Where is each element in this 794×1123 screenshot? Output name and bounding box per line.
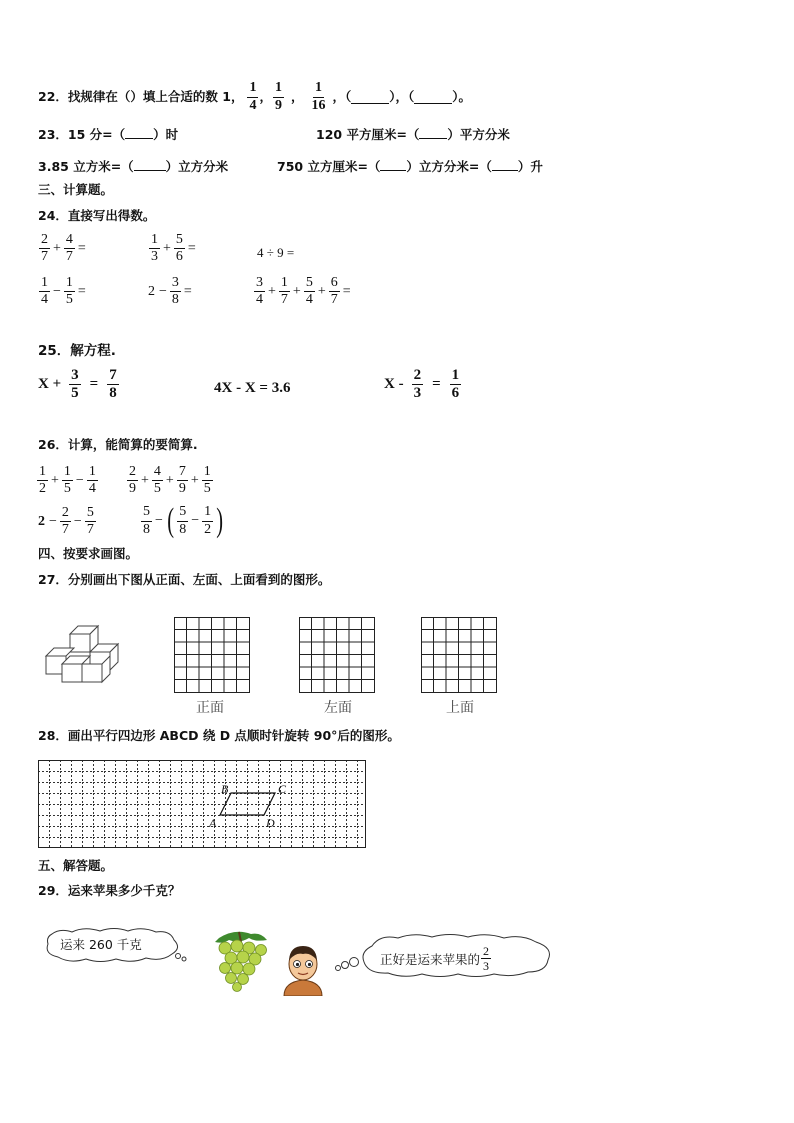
boy-avatar-icon	[280, 940, 326, 996]
bubble-2-content	[380, 945, 492, 972]
q22-comma: ，	[259, 88, 272, 104]
frac: $\frac{7}{8}$	[109, 367, 117, 402]
q25-eq1-lhs: X +	[38, 376, 62, 393]
operator: +	[141, 472, 149, 488]
q24-expr-3: 4 ÷ 9 =	[257, 245, 295, 260]
q27-title: 27．分别画出下图从正面、左面、上面看到的图形。	[38, 572, 331, 587]
q23b-left	[38, 158, 228, 174]
frac: $\frac{1}{2}$	[39, 464, 46, 497]
top-view-label: 上面	[446, 701, 474, 716]
q24-expr-1	[38, 233, 88, 265]
q22-blank-1[interactable]	[351, 91, 389, 104]
operator: +	[51, 472, 59, 488]
q22-text: 22．找规律在（）填上合适的数 1，	[38, 88, 244, 104]
q25-eq-1	[38, 368, 120, 402]
q26-expr-2	[126, 465, 214, 497]
whole-number: 2	[148, 283, 155, 299]
q24-expr-5	[146, 276, 194, 308]
frac: $\frac{3}{8}$	[171, 275, 179, 308]
point-d-label: D	[266, 816, 275, 830]
section-4-heading: 四、按要求画图。	[38, 546, 139, 561]
q25-eq-2: 4X - X = 3.6	[214, 380, 291, 396]
point-c-label: C	[278, 782, 287, 796]
q23b-a-suffix: ）立方分米	[165, 159, 229, 174]
equals: =	[183, 283, 192, 299]
frac: $\frac{2}{7}$	[41, 232, 48, 265]
whole-number: 2	[38, 513, 45, 529]
frac: $\frac{4}{7}$	[65, 232, 73, 265]
q23-b-prefix: 120 平方厘米=（	[316, 127, 420, 142]
q23b-a-prefix: 3.85 立方米=（	[38, 159, 134, 174]
front-view-grid[interactable]	[174, 617, 250, 693]
frac: $\frac{2}{7}$	[61, 505, 69, 538]
right-paren: )	[216, 502, 224, 539]
frac: $\frac{5}{7}$	[86, 505, 94, 538]
q22-line	[38, 80, 471, 114]
frac: $\frac{1}{6}$	[451, 367, 460, 402]
operator: +	[165, 472, 174, 488]
operator: +	[292, 283, 301, 299]
equals: =	[89, 376, 99, 393]
q22-blank-2[interactable]	[414, 91, 452, 104]
frac: $\frac{1}{7}$	[280, 275, 288, 308]
operator: +	[317, 283, 326, 299]
q22-frac-3: $\frac{1}{16}$	[311, 80, 326, 113]
q24-expr-4	[38, 276, 88, 308]
q23b-blank-3[interactable]	[492, 158, 518, 171]
operator: −	[49, 513, 57, 529]
frac: $\frac{1}{4}$	[41, 275, 48, 308]
frac: $\frac{5}{8}$	[179, 504, 187, 537]
frac: $\frac{1}{5}$	[65, 275, 73, 308]
q25-eq-3	[384, 368, 462, 402]
q23-blank-1[interactable]	[125, 126, 153, 139]
section-3-heading: 三、计算题。	[38, 182, 114, 197]
q23b-blank-1[interactable]	[134, 158, 166, 171]
operator: +	[268, 283, 276, 299]
frac: $\frac{1}{5}$	[203, 464, 211, 497]
q23-a-suffix: ）时	[153, 127, 179, 142]
q23-a-prefix: 23．15 分=（	[38, 127, 126, 142]
q23b-right	[277, 158, 543, 174]
q26-expr-4	[140, 504, 225, 538]
frac: $\frac{5}{6}$	[175, 232, 183, 265]
q22-open: ，（	[332, 88, 352, 104]
frac: $\frac{2}{3}$	[483, 944, 490, 974]
q29-title: 29．运来苹果多少千克？	[38, 883, 181, 898]
q22-mid: ），（	[389, 88, 415, 104]
operator: −	[73, 513, 82, 529]
q23b-blank-2[interactable]	[380, 158, 406, 171]
frac: $\frac{1}{5}$	[63, 464, 71, 497]
q26-title: 26．计算，能简算的要简算.	[38, 437, 198, 452]
q22-end: ）。	[452, 88, 472, 104]
operator: +	[53, 240, 61, 256]
frac: $\frac{3}{4}$	[256, 275, 263, 308]
frac: $\frac{2}{3}$	[413, 367, 422, 402]
frac: $\frac{5}{8}$	[143, 504, 150, 537]
frac: $\frac{2}{9}$	[129, 464, 136, 497]
q28-title: 28．画出平行四边形 ABCD 绕 D 点顺时针旋转 90°后的图形。	[38, 728, 400, 743]
q24-title: 24．直接写出得数。	[38, 208, 156, 223]
frac: $\frac{6}{7}$	[330, 275, 338, 308]
operator: +	[190, 472, 199, 488]
front-view-label: 正面	[196, 701, 224, 716]
top-view-grid[interactable]	[421, 617, 497, 693]
equals: =	[187, 240, 196, 256]
q22-frac-2: $\frac{1}{9}$	[274, 80, 282, 113]
left-paren: (	[167, 502, 174, 539]
q26-expr-1	[36, 465, 99, 497]
operator: −	[159, 283, 167, 299]
frac: $\frac{1}{4}$	[88, 464, 96, 497]
frac: $\frac{1}{3}$	[151, 232, 158, 265]
equals: =	[77, 283, 86, 299]
bubble-2-text: 正好是运来苹果的	[380, 951, 481, 967]
q23b-b-suffix: ）升	[517, 159, 543, 174]
dotted-grid[interactable]	[38, 760, 366, 850]
equals: =	[432, 376, 441, 393]
frac: $\frac{7}{9}$	[178, 464, 186, 497]
q22-comma: ，	[290, 88, 304, 104]
left-view-label: 左面	[324, 701, 352, 716]
operator: +	[163, 240, 171, 256]
frac: $\frac{3}{5}$	[71, 367, 79, 402]
equals: =	[77, 240, 86, 256]
operator: −	[155, 513, 163, 528]
apple-grapes-icon	[205, 928, 271, 992]
frac: $\frac{1}{2}$	[204, 504, 212, 537]
q26-expr-3	[36, 506, 97, 538]
operator: −	[75, 472, 84, 488]
q22-frac-1: $\frac{1}{4}$	[249, 80, 257, 113]
equals: =	[342, 283, 351, 299]
q23-blank-2[interactable]	[419, 126, 447, 139]
q23-b-suffix: ）平方分米	[447, 127, 510, 142]
q25-eq3-lhs: X -	[384, 376, 404, 393]
q23b-b-mid: ）立方分米=（	[406, 159, 492, 174]
q24-expr-6	[253, 276, 353, 308]
q23b-b-prefix: 750 立方厘米=（	[277, 159, 381, 174]
section-5-heading: 五、解答题。	[38, 858, 114, 873]
bubble-1-text: 运来 260 千克	[60, 937, 142, 952]
point-b-label: B	[221, 782, 229, 796]
q23-left	[38, 126, 178, 142]
operator: −	[53, 283, 61, 299]
left-view-grid[interactable]	[299, 617, 375, 693]
frac: $\frac{4}{5}$	[153, 464, 161, 497]
operator: −	[191, 513, 200, 528]
cube-stack-figure	[42, 622, 124, 688]
frac: $\frac{5}{4}$	[305, 275, 313, 308]
point-a-label: A	[209, 816, 217, 830]
q23-right	[316, 126, 510, 142]
q24-expr-2	[148, 233, 198, 265]
q25-title: 25．解方程.	[38, 343, 116, 359]
